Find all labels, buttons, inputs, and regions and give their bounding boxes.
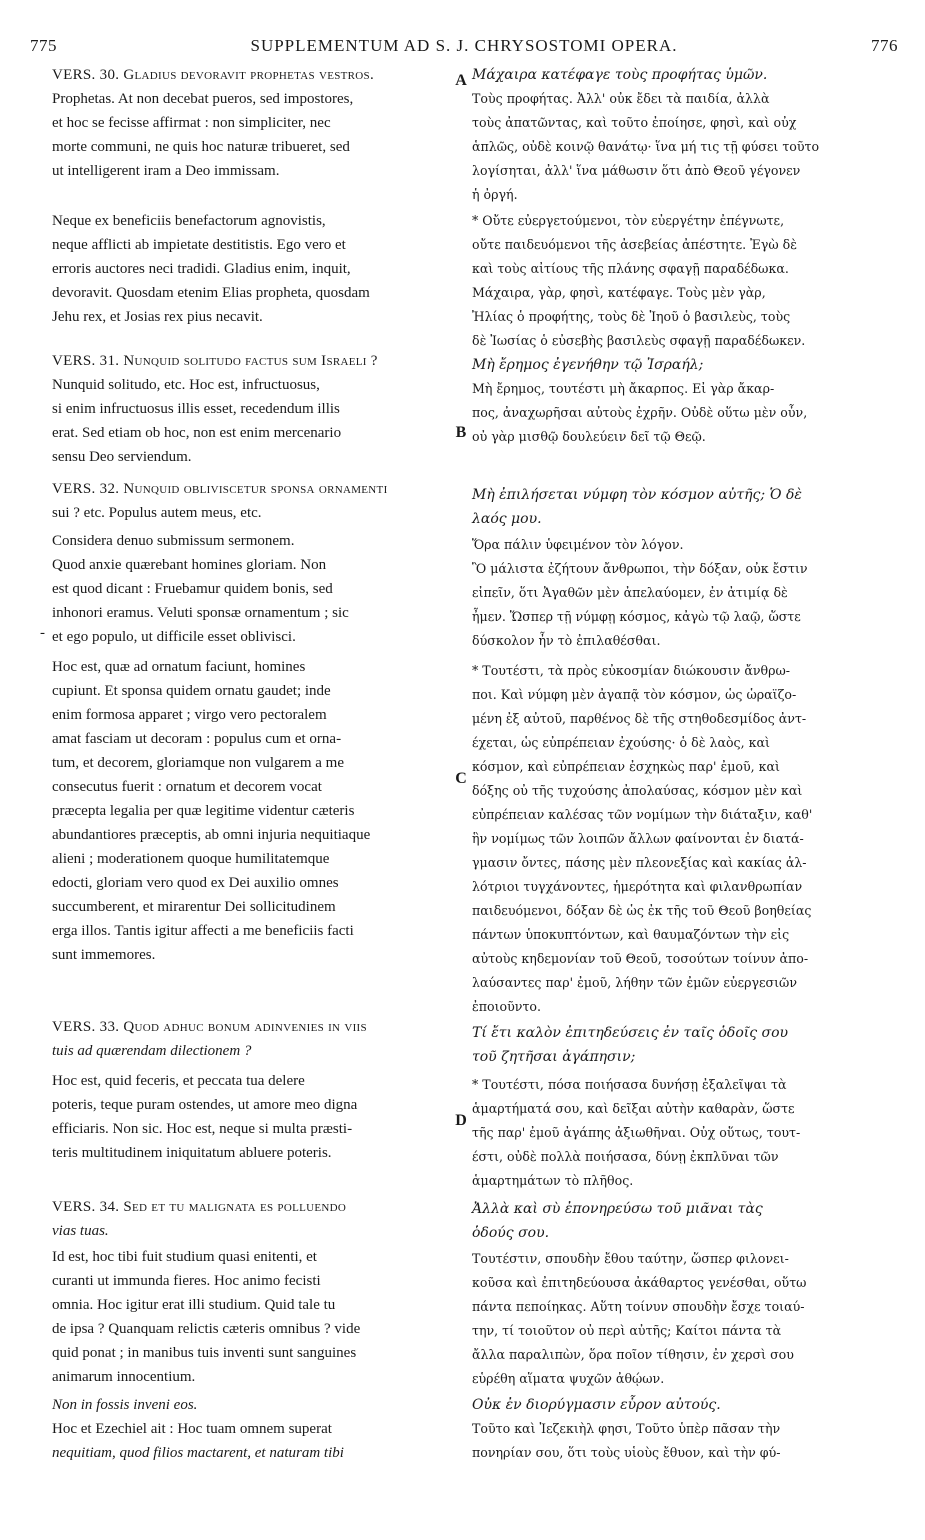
- greek-line: ἐποιοῦντο.: [472, 999, 542, 1014]
- page-number-left: 775: [30, 36, 57, 55]
- greek-line: κοῦσα καὶ ἐπιτηδεύουσα ἀκάθαρτος γενέσθαι, οὕτω: [472, 1275, 807, 1290]
- latin-line: inhonori eramus. Veluti sponsæ ornamentum ; sic: [52, 605, 349, 621]
- greek-line: πος, ἀναχωρῆσαι αὐτοὺς ἐχρῆν. Οὐδὲ οὕτω μὲν οὖν,: [472, 405, 808, 420]
- greek-line: Μάχαιρα, γὰρ, φησὶ, κατέφαγε. Τοὺς μὲν γὰρ,: [472, 285, 766, 300]
- latin-line: curanti ut immunda fieres. Hoc animo fecisti: [52, 1273, 321, 1289]
- latin-line: ut intelligerent iram a Deo immissam.: [52, 163, 280, 179]
- greek-line: Ὃ μάλιστα ἐζήτουν ἄνθρωποι, τὴν δόξαν, οὐκ ἔστιν: [472, 561, 808, 576]
- latin-line: erga illos. Tantis igitur affecti a me beneficiis facti: [52, 923, 354, 939]
- greek-line: λαός μου.: [472, 511, 542, 527]
- greek-line: * Οὔτε εὐεργετούμενοι, τὸν εὐεργέτην ἐπέγνωτε,: [472, 213, 785, 228]
- latin-line: efficiaris. Non sic. Hoc est, neque si multa præsti-: [52, 1121, 353, 1137]
- running-title: SUPPLEMENTUM AD S. J. CHRYSOSTOMI OPERA.: [250, 36, 678, 55]
- latin-line: VERS. 33. Quod adhuc bonum adinvenies in viis: [52, 1019, 367, 1035]
- latin-line: Hoc et Ezechiel ait : Hoc tuam omnem superat: [52, 1421, 332, 1437]
- latin-line: erat. Sed etiam ob hoc, non est enim mercenario: [52, 425, 342, 441]
- margin-letter-c: C: [455, 770, 467, 787]
- latin-line: sensu Deo serviendum.: [52, 449, 192, 465]
- latin-line: alieni ; moderationem quoque humilitatemque: [52, 851, 330, 867]
- greek-line: Τοὺς προφήτας. Ἀλλ' οὐκ ἔδει τὰ παιδία, ἀλλὰ: [472, 91, 770, 106]
- greek-line: Οὐκ ἐν διορύγμασιν εὗρον αὐτούς.: [472, 1397, 721, 1413]
- latin-line: tuis ad quærendam dilectionem ?: [52, 1043, 252, 1059]
- greek-line: Μὴ ἔρημος ἐγενήθην τῷ Ἰσραήλ;: [472, 357, 704, 373]
- greek-line: Μὴ ἔρημος, τουτέστι μὴ ἄκαρπος. Εἰ γὰρ ἄκαρ-: [472, 381, 775, 396]
- latin-line: Prophetas. At non decebat pueros, sed impostores,: [52, 91, 354, 107]
- greek-line: Τί ἔτι καλὸν ἐπιτηδεύσεις ἐν ταῖς ὁδοῖς σου: [472, 1025, 789, 1041]
- greek-line: ἦμεν. Ὥσπερ τῇ νύμφῃ κόσμος, κἀγὼ τῷ λαῷ, ὥστε: [472, 609, 801, 624]
- latin-line: et hoc se fecisse affirmat : non simpliciter, nec: [52, 115, 331, 131]
- latin-line: Considera denuo submissum sermonem.: [52, 533, 295, 549]
- greek-line: Τοῦτο καὶ Ἰεζεκιὴλ φησι, Τοῦτο ὑπὲρ πᾶσαν τὴν: [472, 1421, 781, 1436]
- greek-line: εἰπεῖν, ὅτι Ἀγαθῶν μὲν ἀπελαύομεν, ἐν ἀτιμίᾳ δὲ: [472, 585, 788, 600]
- latin-line: sunt immemores.: [52, 947, 156, 963]
- latin-line: animarum innocentium.: [52, 1369, 196, 1385]
- greek-line: Μάχαιρα κατέφαγε τοὺς προφήτας ὑμῶν.: [472, 67, 768, 83]
- greek-line: εὐπρέπειαν καλέσας τῶν νομίμων τὴν διάταξιν, καθ': [472, 807, 813, 822]
- greek-line: Ἠλίας ὁ προφήτης, τοὺς δὲ Ἰηοῦ ὁ βασιλεὺς, τοὺς: [472, 309, 791, 324]
- greek-line: ἁμαρτήματά σου, καὶ δεῖξαι αὐτὴν καθαρὰν, ὥστε: [472, 1101, 795, 1116]
- greek-line: λογίσηται, ἀλλ' ἵνα μάθωσιν ὅτι ἀπὸ Θεοῦ γέγονεν: [472, 163, 801, 178]
- latin-line: Nunquid solitudo, etc. Hoc est, infructuosus,: [52, 377, 320, 393]
- latin-line: si enim infructuosus illis esset, recedendum illis: [52, 401, 340, 417]
- margin-dash: -: [40, 625, 45, 641]
- latin-line: et ego populo, ut difficile esset oblivisci.: [52, 629, 296, 645]
- greek-line: έστι, οὐδὲ πολλὰ ποιήσασα, δύνῃ ἐκπλῦναι τῶν: [472, 1149, 779, 1164]
- latin-line: Hoc est, quæ ad ornatum faciunt, homines: [52, 659, 306, 675]
- greek-line: Τουτέστιν, σπουδὴν ἔθου ταύτην, ὥσπερ φιλονει-: [472, 1251, 789, 1266]
- greek-line: γμασιν ὄντες, πάσης μὲν πλεονεξίας καὶ κακίας ἀλ-: [472, 855, 807, 870]
- greek-line: ποι. Καὶ νύμφη μὲν ἀγαπᾷ τὸν κόσμον, ὡς ὡραϊζο-: [472, 687, 797, 702]
- latin-line: neque afflicti ab impietate destitistis. Ego vero et: [52, 237, 346, 253]
- greek-line: οὐ γὰρ μισθῷ δουλεύειν δεῖ τῷ Θεῷ.: [472, 429, 706, 444]
- latin-line: vias tuas.: [52, 1223, 109, 1239]
- latin-line: quid ponat ; in manibus tuis inventi sunt sanguines: [52, 1345, 357, 1361]
- latin-line: Quod anxie quærebant homines gloriam. Non: [52, 557, 327, 573]
- latin-line: morte communi, ne quis hoc naturæ tribueret, sed: [52, 139, 350, 155]
- greek-line: λαύσαντες παρ' ἐμοῦ, λήθην τῶν ἐμῶν εὐεργεσιῶν: [472, 975, 797, 990]
- greek-line: δὲ Ἰωσίας ὁ εὐσεβὴς βασιλεὺς σφαγῇ παραδέδωκεν.: [472, 333, 806, 348]
- latin-line: consecutus fuerit : ornatum et decorem vocat: [52, 779, 322, 795]
- greek-line: * Τουτέστι, τὰ πρὸς εὐκοσμίαν διώκουσιν ἄνθρω-: [472, 663, 791, 678]
- greek-line: αὐτοὺς κηδεμονίαν τοῦ Θεοῦ, τοσούτων τοίνυν ἀπο-: [472, 951, 809, 966]
- greek-line: ἡ ὀργή.: [472, 187, 518, 202]
- greek-line: εὑρέθη αἵματα ψυχῶν ἀθῴων.: [472, 1371, 665, 1386]
- latin-line: edocti, gloriam vero quod ex Dei auxilio omnes: [52, 875, 339, 891]
- greek-line: ὁδούς σου.: [472, 1225, 550, 1241]
- greek-line: τῆς παρ' ἐμοῦ ἀγάπης ἀξιωθῆναι. Οὐχ οὕτως, τουτ-: [472, 1125, 801, 1140]
- greek-line: ἁπλῶς, οὐδὲ κοινῷ θανάτῳ· ἵνα μή τις τῇ φύσει τοῦτο: [472, 139, 820, 154]
- latin-line: Jehu rex, et Josias rex pius necavit.: [52, 309, 263, 325]
- margin-letter-d: D: [455, 1112, 467, 1129]
- latin-line: VERS. 30. Gladius devoravit prophetas vestros.: [52, 67, 375, 83]
- page-header: [30, 36, 898, 60]
- latin-line: devoravit. Quosdam etenim Elias propheta, quosdam: [52, 285, 370, 301]
- greek-line: ἁμαρτημάτων τὸ πλῆθος.: [472, 1173, 634, 1188]
- greek-line: την, τί τοιοῦτον οὐ περὶ αὐτῆς; Καίτοι πάντα τὰ: [472, 1323, 782, 1338]
- latin-line: de ipsa ? Quanquam relictis cæteris omnibus ? vide: [52, 1321, 361, 1337]
- latin-line: VERS. 32. Nunquid obliviscetur sponsa ornamenti: [52, 481, 388, 497]
- latin-line: abundantiores præceptis, ab omni injuria nequitiaque: [52, 827, 371, 843]
- greek-line: ἣν νομίμως τῶν λοιπῶν ἄλλων φαίνονται ἐν διατά-: [472, 831, 804, 846]
- greek-line: καὶ τοὺς αἰτίους τῆς πλάνης σφαγῇ παραδέδωκα.: [472, 261, 789, 276]
- margin-letter-b: B: [455, 424, 467, 441]
- latin-line: Id est, hoc tibi fuit studium quasi enitenti, et: [52, 1249, 317, 1265]
- latin-line: præcepta legalia per quæ legitime videntur cæteris: [52, 803, 355, 819]
- latin-line: omnia. Hoc igitur erat illi studium. Quid tale tu: [52, 1297, 336, 1313]
- greek-line: δύσκολον ἦν τὸ ἐπιλαθέσθαι.: [472, 633, 661, 648]
- latin-line: VERS. 34. Sed et tu malignata es polluendo: [52, 1199, 347, 1215]
- greek-line: * Τουτέστι, πόσα ποιήσασα δυνήσῃ ἐξαλεῖψαι τὰ: [472, 1077, 787, 1092]
- latin-line: Non in fossis inveni eos.: [52, 1397, 198, 1413]
- greek-line: Ἀλλὰ καὶ σὺ ἐπονηρεύσω τοῦ μιᾶναι τὰς: [472, 1201, 763, 1217]
- latin-line: enim formosa apparet ; virgo vero pectoralem: [52, 707, 327, 723]
- greek-line: λότριοι τυγχάνοντες, ἡμερότητα καὶ φιλανθρωπίαν: [472, 879, 803, 894]
- greek-line: οὔτε παιδευόμενοι τῆς ἀσεβείας ἀπέστητε. Ἐγὼ δὲ: [472, 237, 797, 252]
- latin-line: erroris auctores neci tradidi. Gladius enim, inquit,: [52, 261, 351, 277]
- page-number-right: 776: [871, 36, 898, 55]
- greek-line: Μὴ ἐπιλήσεται νύμφη τὸν κόσμον αὐτῆς; Ὁ δὲ: [472, 487, 802, 503]
- greek-line: μένη ἐξ αὐτοῦ, παρθένος δὲ τῆς στηθοδεσμίδος ἀντ-: [472, 711, 807, 726]
- latin-line: VERS. 31. Nunquid solitudo factus sum Israeli ?: [52, 353, 378, 369]
- greek-line: παιδευόμενοι, δόξαν δὲ ὡς ἐκ τῆς τοῦ Θεοῦ βοηθείας: [472, 903, 812, 918]
- latin-line: est quod dicant : Fruebamur quidem bonis, sed: [52, 581, 333, 597]
- latin-line: amat fasciam ut decoram : populus cum et orna-: [52, 731, 342, 747]
- latin-line: teris multitudinem iniquitatum abluere poteris.: [52, 1145, 332, 1161]
- greek-line: κόσμον, καὶ εὐπρέπειαν ἐσχηκὼς παρ' ἐμοῦ, καὶ: [472, 759, 780, 774]
- greek-line: πάντα πεποίηκας. Αὕτη τοίνυν σπουδὴν ἔσχε τοιαύ-: [472, 1299, 805, 1314]
- margin-letter-a: A: [455, 72, 467, 89]
- latin-line: sui ? etc. Populus autem meus, etc.: [52, 505, 262, 521]
- latin-line: poteris, teque puram ostendes, ut amore meo digna: [52, 1097, 358, 1113]
- greek-line: έχεται, ὡς εὐπρέπειαν ἐχούσης· ὁ δὲ λαὸς, καὶ: [472, 735, 770, 750]
- greek-line: τοῦ ζητῆσαι ἀγάπησιν;: [472, 1049, 636, 1065]
- latin-line: nequitiam, quod filios mactarent, et naturam tibi: [52, 1445, 344, 1461]
- greek-line: Ὅρα πάλιν ὑφειμένον τὸν λόγον.: [472, 537, 684, 552]
- latin-line: cupiunt. Et sponsa quidem ornatu gaudet; inde: [52, 683, 331, 699]
- latin-line: tum, et decorem, gloriamque non vulgarem a me: [52, 755, 344, 771]
- greek-line: πονηρίαν σου, ὅτι τοὺς υἱοὺς ἔθυον, καὶ τὴν φύ-: [472, 1445, 781, 1460]
- greek-line: πάντων ὑποκυπτόντων, καὶ θαυμαζόντων τὴν εἰς: [472, 927, 790, 942]
- greek-line: τοὺς ἀπατῶντας, καὶ τοῦτο ἐποίησε, φησὶ, καὶ οὐχ: [472, 115, 797, 130]
- greek-line: δόξης οὐ τῆς τυχούσης ἀπολαύσας, κόσμον μὲν καὶ: [472, 783, 803, 798]
- greek-line: ἄλλα παραλιπὼν, ὅρα ποῖον τίθησιν, ἐν χερσὶ σου: [472, 1347, 794, 1362]
- latin-line: Neque ex beneficiis benefactorum agnovistis,: [52, 213, 326, 229]
- latin-line: succumberent, et mirarentur Dei sollicitudinem: [52, 899, 336, 915]
- latin-line: Hoc est, quid feceris, et peccata tua delere: [52, 1073, 305, 1089]
